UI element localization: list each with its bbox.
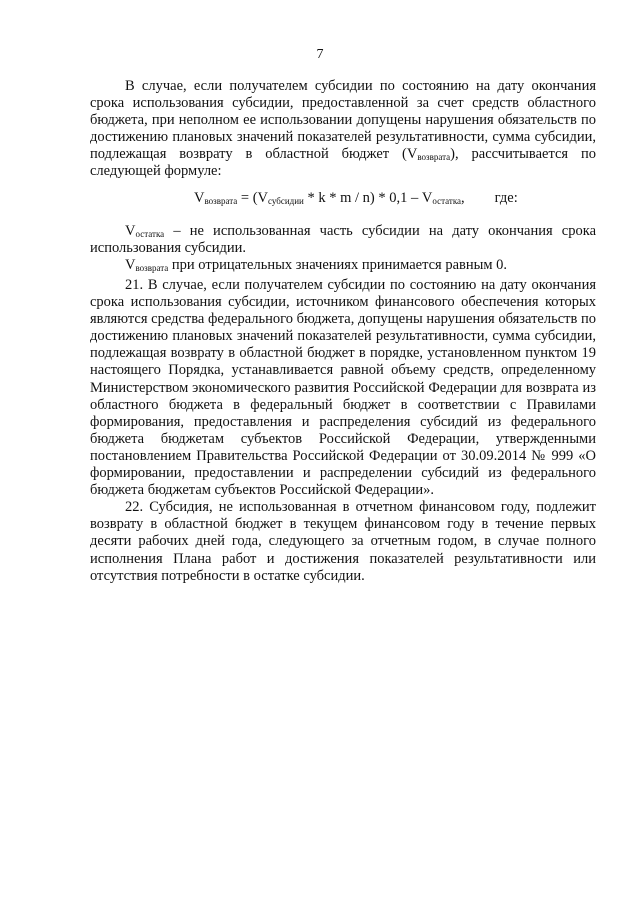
formula-comma: ,: [461, 190, 465, 206]
formula-subsidy-subscript: субсидии: [268, 196, 304, 206]
formula-intro-paragraph: [90, 78, 596, 181]
formula-middle-part: * k * m / n) * 0,1 – V: [303, 190, 433, 206]
formula-open-part: = (V: [237, 190, 269, 206]
remainder-subscript: остатка: [135, 229, 165, 239]
remainder-definition-text: – не использованная часть субсидии на дату окончания срока использования субсидии.: [90, 223, 596, 257]
formula-where-label: где:: [494, 190, 518, 206]
return-amount-subscript: возврата: [417, 152, 451, 163]
page-number: 7: [316, 47, 324, 62]
negative-value-rule-text: при отрицательных значениях принимается равным 0.: [168, 257, 508, 274]
remainder-definition: [90, 223, 596, 257]
formula-lhs-subscript: возврата: [204, 196, 238, 206]
return-formula: [194, 190, 518, 207]
negative-value-rule: [90, 257, 596, 274]
formula-lhs-symbol: V: [194, 190, 205, 206]
return-subscript: возврата: [135, 263, 169, 274]
paragraph-22: 22. Субсидия, не использованная в отчетном финансовом году, подлежит возврату в областной бюджет в текущем финансовом году в течение первых десяти рабочих дней года, следующего за отчетным годом, в случае полного исполнения Плана работ и достижения показателей результативности или отсутствия потребности в остатке субсидии.: [90, 499, 596, 584]
subsidy-return-paragraph: [90, 78, 596, 181]
return-symbol: V: [125, 257, 136, 274]
remainder-symbol: V: [125, 223, 136, 239]
paragraph-21: 21. В случае, если получателем субсидии по состоянию на дату окончания срока использования субсидии, источником финансового обеспечения которых являются средства федерального бюджета, допущены нарушения обязательств по достижению плановых значений показателей результативности, сумма субсидии, подлежащая возврату в областной бюджет в порядке, установленном пунктом 19 настоящего Порядка, устанавливается равной объему средств, определенному Министерством экономического развития Российской Федерации для возврата из областного бюджета в федеральный бюджет в соответствии с Правилами формирования, предоставления и распределения субсидий из федерального бюджета бюджетам субъектов Российской Федерации, утвержденными постановлением Правительства Российской Федерации от 30.09.2014 № 999 «О формировании, предоставлении и распределении субсидий из федерального бюджета бюджетам субъектов Российской Федерации».: [90, 277, 596, 499]
formula-remainder-subscript: остатка: [432, 196, 462, 206]
formula-definitions: [90, 223, 596, 274]
paragraph-text-start: В случае, если получателем субсидии по состоянию на дату окончания срока использования субсидии, предоставленной за счет средств областного бюджета, при неполном ее использовании допущены нарушения обязательств по достижению плановых значений показателей результативности, сумма субсидии, подлежащая возврату в областной бюджет (V: [90, 78, 596, 163]
paragraph-text-end: ), рассчитывается по следующей формуле:: [90, 146, 596, 180]
rules-paragraphs: [90, 277, 596, 585]
